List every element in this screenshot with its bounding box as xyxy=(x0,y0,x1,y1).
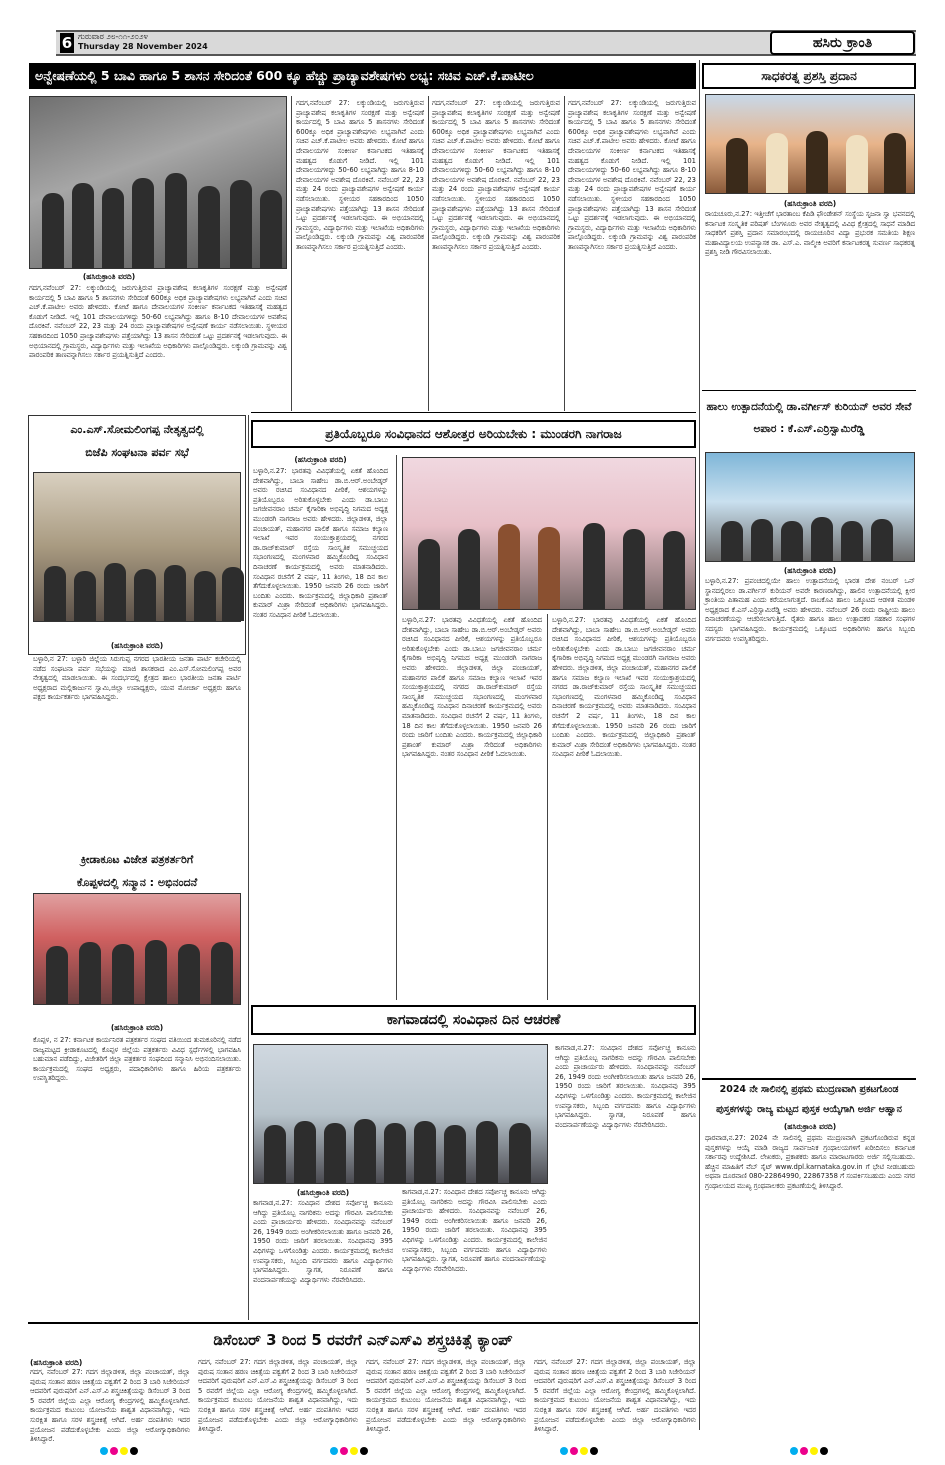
kagwad-body-col3: ಕಾಗವಾಡ,ನ.27: ಸಂವಿಧಾನ ದೇಶದ ಸರ್ವೋಚ್ಚ ಕಾನೂನು ಆಗಿದ್ದು ಪ್ರತಿಯೊಬ್ಬ ನಾಗರಿಕನು ಅದನ್ನು ಗೌರವಿಸಿ ಪಾಲಿಸಬೇಕು ಎಂದು ಪ್ರಾಚಾರ್ಯರು ಹೇಳಿದರು. ಸಂವಿಧಾನವನ್ನು ನವೆಂಬರ್ 26, 1949 ರಂದು ಅಂಗೀಕರಿಸಲಾಯಿತು ಹಾಗೂ ಜನವರಿ 26, 1950 ರಂದು ಜಾರಿಗೆ ತರಲಾಯಿತು. ಸಂವಿಧಾನವು 395 ವಿಧಿಗಳನ್ನು ಒಳಗೊಂಡಿತ್ತು ಎಂದರು. ಕಾರ್ಯಕ್ರಮದಲ್ಲಿ ಕಾಲೇಜಿನ ಉಪನ್ಯಾಸಕರು, ಸಿಬ್ಬಂದಿ ವರ್ಗದವರು ಹಾಗೂ ವಿದ್ಯಾರ್ಥಿಗಳು ಭಾಗವಹಿಸಿದ್ದರು. ಸ್ವಾಗತ, ನಿರೂಪಣೆ ಹಾಗೂ ವಂದನಾರ್ಪಣೆಯನ್ನು ವಿದ್ಯಾರ್ಥಿಗಳು ನೆರವೇರಿಸಿದರು. xyxy=(555,1044,696,1129)
reg-black xyxy=(130,1447,138,1455)
hospital-title: ಹಾಲು ಉತ್ಪಾದನೆಯಲ್ಲಿ ಡಾ.ವರ್ಗೀಸ್ ಕುರಿಯನ್ ಅವರ ಸೇವೆ ಅಪಾರ : ಕೆ.ಎಸ್.ಎರ್ರಿಸ್ವಾಮಿರೆಡ್ಡಿ xyxy=(706,401,912,435)
reg-magenta xyxy=(800,1447,808,1455)
sports-bureau: (ಹಸಿರುಕ್ರಾಂತಿ ವರದಿ) xyxy=(110,1023,164,1032)
column-rule xyxy=(699,60,700,1430)
sports-title xyxy=(30,848,244,896)
reg-black xyxy=(360,1447,368,1455)
column-rule xyxy=(564,96,565,411)
camp-body-col1: ಗದಗ, ನವೆಂಬರ್ 27: ಗದಗ ಜಿಲ್ಲಾಡಳಿತ, ಜಿಲ್ಲಾ ಪಂಚಾಯತ್, ಜಿಲ್ಲಾ ಪುರುಷ ಸಂತಾನ ಹರಣ ಚಿಕಿತ್ಸೆಯ ಪಕ್ವತೆಗೆ 2 ರಿಂದ 3 ಬಾರಿ ಸಿಜೇರಿಯನ್ ಆದವರಿಗೆ ಪುರುಷರಿಗೆ ಎನ್.ಎಸ್.ವಿ ಶಸ್ತ್ರಚಿಕಿತ್ಸೆಯನ್ನು ಡಿಸೆಂಬರ್ 3 ರಿಂದ 5 ರವರೆಗೆ ಜಿಲ್ಲೆಯ ಎಲ್ಲಾ ಆರೋಗ್ಯ ಕೇಂದ್ರಗಳಲ್ಲಿ ಹಮ್ಮಿಕೊಳ್ಳಲಾಗಿದೆ. ಕಾರ್ಯಕ್ರಮದ ಕುಟುಂಬ ಯೋಜನೆಯ ಶಾಶ್ವತ ವಿಧಾನವಾಗಿದ್ದು, ಇದು ಸುರಕ್ಷಿತ ಹಾಗೂ ಸರಳ ಶಸ್ತ್ರಚಿಕಿತ್ಸೆ ಆಗಿದೆ. ಅರ್ಹ ದಂಪತಿಗಳು ಇದರ ಪ್ರಯೋಜನ ಪಡೆದುಕೊಳ್ಳಬೇಕು ಎಂದು ಜಿಲ್ಲಾ ಆರೋಗ್ಯಾಧಿಕಾರಿಗಳು ತಿಳಿಸಿದ್ದಾರೆ. xyxy=(30,1368,190,1444)
reg-yellow xyxy=(810,1447,818,1455)
lead-body-col3: ಗದಗ,ನವೆಂಬರ್ 27: ಲಕ್ಕುಂಡಿಯಲ್ಲಿ ಜರುಗುತ್ತಿರುವ ಪ್ರಾಚ್ಯಾವಶೇಷ ಕಲಾಕೃತಿಗಳ ಸಂರಕ್ಷಣೆ ಮತ್ತು ಅನ್ವೇಷಣೆ ಕಾರ್ಯದಲ್ಲಿ 5 ಬಾವಿ ಹಾಗೂ 5 ಶಾಸನಗಳು ಸೇರಿದಂತೆ 600ಕ್ಕೂ ಅಧಿಕ ಪ್ರಾಚ್ಯಾವಶೇಷಗಳು ಲಭ್ಯವಾಗಿವೆ ಎಂದು ಸಚಿವ ಎಚ್.ಕೆ.ಪಾಟೀಲ ಅವರು ಹೇಳಿದರು. ಕೋಟೆ ಹಾಗೂ ದೇವಾಲಯಗಳ ಸಂಕೀರ್ಣ ಕರ್ನಾಟಕದ ಇತಿಹಾಸಕ್ಕೆ ಮಹತ್ವದ ಕೊಡುಗೆ ನೀಡಿದೆ. ಇಲ್ಲಿ 101 ದೇವಾಲಯಗಳಿದ್ದು 50-60 ಲಭ್ಯವಾಗಿದ್ದು ಹಾಗೂ 8-10 ದೇವಾಲಯಗಳ ಅವಶೇಷ ದೊರಕಿವೆ. ನವೆಂಬರ್ 22, 23 ಮತ್ತು 24 ರಂದು ಪ್ರಾಚ್ಯಾವಶೇಷಗಳ ಅನ್ವೇಷಣೆ ಕಾರ್ಯ ನಡೆಸಲಾಯಿತು. ಸ್ಥಳೀಯರ ಸಹಕಾರದಿಂದ 1050 ಪ್ರಾಚ್ಯಾವಶೇಷಗಳು ಪತ್ತೆಯಾಗಿದ್ದು 13 ಶಾಸನ ಸೇರಿದಂತೆ ಒಟ್ಟು ಪ್ರದರ್ಶನಕ್ಕೆ ಇಡಲಾಗುವುದು. ಈ ಅಭಿಯಾನದಲ್ಲಿ ಗ್ರಾಮಸ್ಥರು, ವಿದ್ಯಾರ್ಥಿಗಳು ಮತ್ತು ಇಲಾಖೆಯ ಅಧಿಕಾರಿಗಳು ಪಾಲ್ಗೊಂಡಿದ್ದರು. ಲಕ್ಕುಂಡಿ ಗ್ರಾಮವನ್ನು ವಿಶ್ವ ಪಾರಂಪರಿಕ ತಾಣವನ್ನಾಗಿಸಲು ಸರ್ಕಾರ ಪ್ರಯತ್ನಿಸುತ್ತಿದೆ ಎಂದರು. xyxy=(432,99,560,251)
constitution-title: ಪ್ರತಿಯೊಬ್ಬರೂ ಸಂವಿಧಾನದ ಆಶೋತ್ತರ ಅರಿಯಬೇಕು : ಮುಂಡರಗಿ ನಾಗರಾಜ xyxy=(251,420,696,448)
lead-body-col2: ಗದಗ,ನವೆಂಬರ್ 27: ಲಕ್ಕುಂಡಿಯಲ್ಲಿ ಜರುಗುತ್ತಿರುವ ಪ್ರಾಚ್ಯಾವಶೇಷ ಕಲಾಕೃತಿಗಳ ಸಂರಕ್ಷಣೆ ಮತ್ತು ಅನ್ವೇಷಣೆ ಕಾರ್ಯದಲ್ಲಿ 5 ಬಾವಿ ಹಾಗೂ 5 ಶಾಸನಗಳು ಸೇರಿದಂತೆ 600ಕ್ಕೂ ಅಧಿಕ ಪ್ರಾಚ್ಯಾವಶೇಷಗಳು ಲಭ್ಯವಾಗಿವೆ ಎಂದು ಸಚಿವ ಎಚ್.ಕೆ.ಪಾಟೀಲ ಅವರು ಹೇಳಿದರು. ಕೋಟೆ ಹಾಗೂ ದೇವಾಲಯಗಳ ಸಂಕೀರ್ಣ ಕರ್ನಾಟಕದ ಇತಿಹಾಸಕ್ಕೆ ಮಹತ್ವದ ಕೊಡುಗೆ ನೀಡಿದೆ. ಇಲ್ಲಿ 101 ದೇವಾಲಯಗಳಿದ್ದು 50-60 ಲಭ್ಯವಾಗಿದ್ದು ಹಾಗೂ 8-10 ದೇವಾಲಯಗಳ ಅವಶೇಷ ದೊರಕಿವೆ. ನವೆಂಬರ್ 22, 23 ಮತ್ತು 24 ರಂದು ಪ್ರಾಚ್ಯಾವಶೇಷಗಳ ಅನ್ವೇಷಣೆ ಕಾರ್ಯ ನಡೆಸಲಾಯಿತು. ಸ್ಥಳೀಯರ ಸಹಕಾರದಿಂದ 1050 ಪ್ರಾಚ್ಯಾವಶೇಷಗಳು ಪತ್ತೆಯಾಗಿದ್ದು 13 ಶಾಸನ ಸೇರಿದಂತೆ ಒಟ್ಟು ಪ್ರದರ್ಶನಕ್ಕೆ ಇಡಲಾಗುವುದು. ಈ ಅಭಿಯಾನದಲ್ಲಿ ಗ್ರಾಮಸ್ಥರು, ವಿದ್ಯಾರ್ಥಿಗಳು ಮತ್ತು ಇಲಾಖೆಯ ಅಧಿಕಾರಿಗಳು ಪಾಲ್ಗೊಂಡಿದ್ದರು. ಲಕ್ಕುಂಡಿ ಗ್ರಾಮವನ್ನು ವಿಶ್ವ ಪಾರಂಪರಿಕ ತಾಣವನ್ನಾಗಿಸಲು ಸರ್ಕಾರ ಪ್ರಯತ್ನಿಸುತ್ತಿದೆ ಎಂದರು. xyxy=(296,99,424,251)
lead-body-col1: ಗದಗ,ನವೆಂಬರ್ 27: ಲಕ್ಕುಂಡಿಯಲ್ಲಿ ಜರುಗುತ್ತಿರುವ ಪ್ರಾಚ್ಯಾವಶೇಷ ಕಲಾಕೃತಿಗಳ ಸಂರಕ್ಷಣೆ ಮತ್ತು ಅನ್ವೇಷಣೆ ಕಾರ್ಯದಲ್ಲಿ 5 ಬಾವಿ ಹಾಗೂ 5 ಶಾಸನಗಳು ಸೇರಿದಂತೆ 600ಕ್ಕೂ ಅಧಿಕ ಪ್ರಾಚ್ಯಾವಶೇಷಗಳು ಲಭ್ಯವಾಗಿವೆ ಎಂದು ಸಚಿವ ಎಚ್.ಕೆ.ಪಾಟೀಲ ಅವರು ಹೇಳಿದರು. ಕೋಟೆ ಹಾಗೂ ದೇವಾಲಯಗಳ ಸಂಕೀರ್ಣ ಕರ್ನಾಟಕದ ಇತಿಹಾಸಕ್ಕೆ ಮಹತ್ವದ ಕೊಡುಗೆ ನೀಡಿದೆ. ಇಲ್ಲಿ 101 ದೇವಾಲಯಗಳಿದ್ದು 50-60 ಲಭ್ಯವಾಗಿದ್ದು ಹಾಗೂ 8-10 ದೇವಾಲಯಗಳ ಅವಶೇಷ ದೊರಕಿವೆ. ನವೆಂಬರ್ 22, 23 ಮತ್ತು 24 ರಂದು ಪ್ರಾಚ್ಯಾವಶೇಷಗಳ ಅನ್ವೇಷಣೆ ಕಾರ್ಯ ನಡೆಸಲಾಯಿತು. ಸ್ಥಳೀಯರ ಸಹಕಾರದಿಂದ 1050 ಪ್ರಾಚ್ಯಾವಶೇಷಗಳು ಪತ್ತೆಯಾಗಿದ್ದು 13 ಶಾಸನ ಸೇರಿದಂತೆ ಒಟ್ಟು ಪ್ರದರ್ಶನಕ್ಕೆ ಇಡಲಾಗುವುದು. ಈ ಅಭಿಯಾನದಲ್ಲಿ ಗ್ರಾಮಸ್ಥರು, ವಿದ್ಯಾರ್ಥಿಗಳು ಮತ್ತು ಇಲಾಖೆಯ ಅಧಿಕಾರಿಗಳು ಪಾಲ್ಗೊಂಡಿದ್ದರು. ಲಕ್ಕುಂಡಿ ಗ್ರಾಮವನ್ನು ವಿಶ್ವ ಪಾರಂಪರಿಕ ತಾಣವನ್ನಾಗಿಸಲು ಸರ್ಕಾರ ಪ್ರಯತ್ನಿಸುತ್ತಿದೆ ಎಂದರು. xyxy=(29,284,287,360)
reg-cyan xyxy=(560,1447,568,1455)
constitution-body-col1: ಬಳ್ಳಾರಿ,ನ.27: ಭಾರತವು ವಿವಿಧತೆಯಲ್ಲಿ ಏಕತೆ ಹೊಂದಿದ ದೇಶವಾಗಿದ್ದು, ಬಾಬಾ ಸಾಹೇಬ ಡಾ.ಬಿ.ಆರ್.ಅಂಬೇಡ್ಕರ್ ಅವರು ರಚಿಸಿದ ಸಂವಿಧಾನದ ಪೀಠಿಕೆ, ಆಶಯಗಳನ್ನು ಪ್ರತಿಯೊಬ್ಬರೂ ಅರಿತುಕೊಳ್ಳಬೇಕು ಎಂದು ಡಾ.ಬಾಬು ಜಗಜೀವನರಾಂ ಚರ್ಮ ಕೈಗಾರಿಕಾ ಅಭಿವೃದ್ಧಿ ನಿಗಮದ ಅಧ್ಯಕ್ಷ ಮುಂಡರಗಿ ನಾಗರಾಜ ಅವರು ಹೇಳಿದರು. ಜಿಲ್ಲಾಡಳಿತ, ಜಿಲ್ಲಾ ಪಂಚಾಯತ್, ಮಹಾನಗರ ಪಾಲಿಕೆ ಹಾಗೂ ಸಮಾಜ ಕಲ್ಯಾಣ ಇಲಾಖೆ ಇವರ ಸಂಯುಕ್ತಾಶ್ರಯದಲ್ಲಿ ನಗರದ ಡಾ.ರಾಜ್‌ಕುಮಾರ್ ರಸ್ತೆಯ ಸಾಂಸ್ಕೃತಿಕ ಸಮುಚ್ಚಯದ ಸಭಾಂಗಣದಲ್ಲಿ ಮಂಗಳವಾರ ಹಮ್ಮಿಕೊಂಡಿದ್ದ ಸಂವಿಧಾನ ದಿನಾಚರಣೆ ಕಾರ್ಯಕ್ರಮದಲ್ಲಿ ಅವರು ಮಾತನಾಡಿದರು. ಸಂವಿಧಾನ ರಚನೆಗೆ 2 ವರ್ಷ, 11 ತಿಂಗಳು, 18 ದಿನ ಕಾಲ ತೆಗೆದುಕೊಳ್ಳಲಾಯಿತು. 1950 ಜನವರಿ 26 ರಂದು ಜಾರಿಗೆ ಬಂದಿತು ಎಂದರು. ಕಾರ್ಯಕ್ರಮದಲ್ಲಿ ಜಿಲ್ಲಾಧಿಕಾರಿ ಪ್ರಶಾಂತ್ ಕುಮಾರ್ ಮಿಶ್ರಾ ಸೇರಿದಂತೆ ಅಧಿಕಾರಿಗಳು ಭಾಗವಹಿಸಿದ್ದರು. ನಂತರ ಸಂವಿಧಾನ ಪೀಠಿಕೆ ಓದಲಾಯಿತು. xyxy=(253,467,388,619)
sports-photo xyxy=(33,893,241,1005)
kagwad-body-col2: ಕಾಗವಾಡ,ನ.27: ಸಂವಿಧಾನ ದೇಶದ ಸರ್ವೋಚ್ಚ ಕಾನೂನು ಆಗಿದ್ದು ಪ್ರತಿಯೊಬ್ಬ ನಾಗರಿಕನು ಅದನ್ನು ಗೌರವಿಸಿ ಪಾಲಿಸಬೇಕು ಎಂದು ಪ್ರಾಚಾರ್ಯರು ಹೇಳಿದರು. ಸಂವಿಧಾನವನ್ನು ನವೆಂಬರ್ 26, 1949 ರಂದು ಅಂಗೀಕರಿಸಲಾಯಿತು ಹಾಗೂ ಜನವರಿ 26, 1950 ರಂದು ಜಾರಿಗೆ ತರಲಾಯಿತು. ಸಂವಿಧಾನವು 395 ವಿಧಿಗಳನ್ನು ಒಳಗೊಂಡಿತ್ತು ಎಂದರು. ಕಾರ್ಯಕ್ರಮದಲ್ಲಿ ಕಾಲೇಜಿನ ಉಪನ್ಯಾಸಕರು, ಸಿಬ್ಬಂದಿ ವರ್ಗದವರು ಹಾಗೂ ವಿದ್ಯಾರ್ಥಿಗಳು ಭಾಗವಹಿಸಿದ್ದರು. ಸ್ವಾಗತ, ನಿರೂಪಣೆ ಹಾಗೂ ವಂದನಾರ್ಪಣೆಯನ್ನು ವಿದ್ಯಾರ್ಥಿಗಳು ನೆರವೇರಿಸಿದರು. xyxy=(402,1188,547,1273)
constitution-bureau: (ಹಸಿರುಕ್ರಾಂತಿ ವರದಿ) xyxy=(294,455,347,464)
column-rule xyxy=(547,614,548,1000)
bjp-body: ಬಳ್ಳಾರಿ,ನ 27: ಬಳ್ಳಾರಿ ಜಿಲ್ಲೆಯ ಸಿರುಗುಪ್ಪ ನಗರದ ಭಾರತೀಯ ಜನತಾ ಪಾರ್ಟಿ ಕಚೇರಿಯಲ್ಲಿ ನಡೆದ ಸಂಘಟನಾ ಪರ್ವ ಸಭೆಯನ್ನು ಮಾಜಿ ಶಾಸಕರಾದ ಎಂ.ಎಸ್.ಸೋಮಲಿಂಗಪ್ಪ ಅವರ ನೇತೃತ್ವದಲ್ಲಿ ಮಾಡಲಾಯಿತು. ಈ ಸಂದರ್ಭದಲ್ಲಿ ಕ್ಷೇತ್ರದ ಹಾಲು ಭಾರತೀಯ ಜನತಾ ಪಾರ್ಟಿ ಅಧ್ಯಕ್ಷರಾದ ಮಲ್ಲಿಕಾರ್ಜುನ ಸ್ವಾಮಿ,ಜಿಲ್ಲಾ ಉಪಾಧ್ಯಕ್ಷರು, ಯುವ ಮೋರ್ಚಾ ಅಧ್ಯಕ್ಷರು ಹಾಗೂ ಪಕ್ಷದ ಕಾರ್ಯಕರ್ತರು ಭಾಗವಹಿಸಿದ್ದರು. xyxy=(33,655,241,702)
camp-body-col2: ಗದಗ, ನವೆಂಬರ್ 27: ಗದಗ ಜಿಲ್ಲಾಡಳಿತ, ಜಿಲ್ಲಾ ಪಂಚಾಯತ್, ಜಿಲ್ಲಾ ಪುರುಷ ಸಂತಾನ ಹರಣ ಚಿಕಿತ್ಸೆಯ ಪಕ್ವತೆಗೆ 2 ರಿಂದ 3 ಬಾರಿ ಸಿಜೇರಿಯನ್ ಆದವರಿಗೆ ಪುರುಷರಿಗೆ ಎನ್.ಎಸ್.ವಿ ಶಸ್ತ್ರಚಿಕಿತ್ಸೆಯನ್ನು ಡಿಸೆಂಬರ್ 3 ರಿಂದ 5 ರವರೆಗೆ ಜಿಲ್ಲೆಯ ಎಲ್ಲಾ ಆರೋಗ್ಯ ಕೇಂದ್ರಗಳಲ್ಲಿ ಹಮ್ಮಿಕೊಳ್ಳಲಾಗಿದೆ. ಕಾರ್ಯಕ್ರಮದ ಕುಟುಂಬ ಯೋಜನೆಯ ಶಾಶ್ವತ ವಿಧಾನವಾಗಿದ್ದು, ಇದು ಸುರಕ್ಷಿತ ಹಾಗೂ ಸರಳ ಶಸ್ತ್ರಚಿಕಿತ್ಸೆ ಆಗಿದೆ. ಅರ್ಹ ದಂಪತಿಗಳು ಇದರ ಪ್ರಯೋಜನ ಪಡೆದುಕೊಳ್ಳಬೇಕು ಎಂದು ಜಿಲ್ಲಾ ಆರೋಗ್ಯಾಧಿಕಾರಿಗಳು ತಿಳಿಸಿದ್ದಾರೆ. xyxy=(198,1358,358,1434)
reg-magenta xyxy=(110,1447,118,1455)
book-bureau: (ಹಸಿರುಕ್ರಾಂತಿ ವರದಿ) xyxy=(783,1122,837,1131)
award-photo xyxy=(705,94,915,194)
camp-title: ಡಿಸೆಂಬರ್ 3 ರಿಂದ 5 ರವರೆಗೆ ಎನ್‌ಎಸ್‌ವಿ ಶಸ್ತ್ರಚಿಕಿತ್ಸೆ ಕ್ಯಾಂಪ್ xyxy=(213,1331,513,1349)
reg-cyan xyxy=(100,1447,108,1455)
date-kannada: ಗುರುವಾರ ೨೮-೧೧-೨೦೨೪ xyxy=(78,32,148,41)
kagwad-bureau: (ಹಸಿರುಕ್ರಾಂತಿ ವರದಿ) xyxy=(296,1188,350,1197)
constitution-photo xyxy=(402,457,696,610)
award-bureau: (ಹಸಿರುಕ್ರಾಂತಿ ವರದಿ) xyxy=(783,199,837,208)
registration-marks xyxy=(560,1440,600,1459)
section-rule xyxy=(251,412,696,413)
constitution-body-col3: ಬಳ್ಳಾರಿ,ನ.27: ಭಾರತವು ವಿವಿಧತೆಯಲ್ಲಿ ಏಕತೆ ಹೊಂದಿದ ದೇಶವಾಗಿದ್ದು, ಬಾಬಾ ಸಾಹೇಬ ಡಾ.ಬಿ.ಆರ್.ಅಂಬೇಡ್ಕರ್ ಅವರು ರಚಿಸಿದ ಸಂವಿಧಾನದ ಪೀಠಿಕೆ, ಆಶಯಗಳನ್ನು ಪ್ರತಿಯೊಬ್ಬರೂ ಅರಿತುಕೊಳ್ಳಬೇಕು ಎಂದು ಡಾ.ಬಾಬು ಜಗಜೀವನರಾಂ ಚರ್ಮ ಕೈಗಾರಿಕಾ ಅಭಿವೃದ್ಧಿ ನಿಗಮದ ಅಧ್ಯಕ್ಷ ಮುಂಡರಗಿ ನಾಗರಾಜ ಅವರು ಹೇಳಿದರು. ಜಿಲ್ಲಾಡಳಿತ, ಜಿಲ್ಲಾ ಪಂಚಾಯತ್, ಮಹಾನಗರ ಪಾಲಿಕೆ ಹಾಗೂ ಸಮಾಜ ಕಲ್ಯಾಣ ಇಲಾಖೆ ಇವರ ಸಂಯುಕ್ತಾಶ್ರಯದಲ್ಲಿ ನಗರದ ಡಾ.ರಾಜ್‌ಕುಮಾರ್ ರಸ್ತೆಯ ಸಾಂಸ್ಕೃತಿಕ ಸಮುಚ್ಚಯದ ಸಭಾಂಗಣದಲ್ಲಿ ಮಂಗಳವಾರ ಹಮ್ಮಿಕೊಂಡಿದ್ದ ಸಂವಿಧಾನ ದಿನಾಚರಣೆ ಕಾರ್ಯಕ್ರಮದಲ್ಲಿ ಅವರು ಮಾತನಾಡಿದರು. ಸಂವಿಧಾನ ರಚನೆಗೆ 2 ವರ್ಷ, 11 ತಿಂಗಳು, 18 ದಿನ ಕಾಲ ತೆಗೆದುಕೊಳ್ಳಲಾಯಿತು. 1950 ಜನವರಿ 26 ರಂದು ಜಾರಿಗೆ ಬಂದಿತು ಎಂದರು. ಕಾರ್ಯಕ್ರಮದಲ್ಲಿ ಜಿಲ್ಲಾಧಿಕಾರಿ ಪ್ರಶಾಂತ್ ಕುಮಾರ್ ಮಿಶ್ರಾ ಸೇರಿದಂತೆ ಅಧಿಕಾರಿಗಳು ಭಾಗವಹಿಸಿದ್ದರು. ನಂತರ ಸಂವಿಧಾನ ಪೀಠಿಕೆ ಓದಲಾಯಿತು. xyxy=(552,616,696,759)
column-rule xyxy=(428,96,429,411)
bjp-title xyxy=(30,418,244,466)
book-title xyxy=(702,1078,916,1118)
masthead: ಹಸಿರು ಕ್ರಾಂತಿ xyxy=(770,31,915,55)
registration-marks xyxy=(790,1440,830,1459)
award-body: ರಾಯಚೂರು,ನ.27: ಇತ್ತೀಚೆಗೆ ಭಾರತಾಂಬ ಕೆಪಿಡಿ ಫೌಂಡೇಶನ್ ಸಂಸ್ಥೆಯ ಸೃಜನಾ ಸ್ವಾ ಭವನದಲ್ಲಿ ಕರ್ನಾಟಕ ಸಂಸ್ಕೃತಿಕ ಪರಿಷತ್ ಬೆಂಗಳೂರು ಅವರ ನೇತೃತ್ವದಲ್ಲಿ ವಿವಿಧ ಕ್ಷೇತ್ರದಲ್ಲಿ ಸಾಧನೆ ಮಾಡಿದ ಸಾಧಕರಿಗೆ ಪ್ರಶಸ್ತಿ ಪ್ರದಾನ ಸಮಾರಂಭದಲ್ಲಿ ರಾಯಚೂರಿನ ವಿದ್ಯಾ ಪ್ರಭುರಕ ಸಮತಿಯ ಶಿಕ್ಷಣ ಮಹಾವಿದ್ಯಾಲಯ ಉಪನ್ಯಾಸಕ ಡಾ. ಎಸ್.ಎ. ವಾಲ್ಮೀಕಿ ಅವರಿಗೆ ಕರ್ನಾಟಕರತ್ನ ಸುವರ್ಣ ಸಾಧಕರತ್ನ ಪ್ರಶಸ್ತಿ ನೀಡಿ ಗೌರವಿಸಲಾಯಿತು. xyxy=(705,210,915,257)
book-title-line1: 2024 ನೇ ಸಾಲಿನಲ್ಲಿ ಪ್ರಥಮ ಮುದ್ರಣವಾಗಿ ಪ್ರಕಟಗೊಂಡ xyxy=(719,1084,899,1095)
lead-headline: ಅನ್ವೇಷಣೆಯಲ್ಲಿ 5 ಬಾವಿ ಹಾಗೂ 5 ಶಾಸನ ಸೇರಿದಂತೆ 600 ಕ್ಕೂ ಹೆಚ್ಚು ಪ್ರಾಚ್ಯಾವಶೇಷಗಳು ಲಭ್ಯ: ಸಚಿವ ಎಚ್.ಕೆ.ಪಾಟೀಲ xyxy=(29,63,696,89)
award-title: ಸಾಧಕರತ್ನ ಪ್ರಶಸ್ತಿ ಪ್ರದಾನ xyxy=(702,63,916,89)
kagwad-photo xyxy=(253,1044,548,1184)
reg-cyan xyxy=(790,1447,798,1455)
sports-title-line1: ಕ್ರೀಡಾಕೂಟ ವಿಜೇತ ಪತ್ರಕರ್ತರಿಗೆ xyxy=(80,853,194,866)
bjp-title-line2: ಬಿಜೆಪಿ ಸಂಘಟನಾ ಪರ್ವ ಸಭೆ xyxy=(85,446,189,459)
column-rule xyxy=(291,96,292,411)
reg-magenta xyxy=(340,1447,348,1455)
reg-black xyxy=(820,1447,828,1455)
camp-divider xyxy=(28,1322,698,1324)
constitution-body-col2: ಬಳ್ಳಾರಿ,ನ.27: ಭಾರತವು ವಿವಿಧತೆಯಲ್ಲಿ ಏಕತೆ ಹೊಂದಿದ ದೇಶವಾಗಿದ್ದು, ಬಾಬಾ ಸಾಹೇಬ ಡಾ.ಬಿ.ಆರ್.ಅಂಬೇಡ್ಕರ್ ಅವರು ರಚಿಸಿದ ಸಂವಿಧಾನದ ಪೀಠಿಕೆ, ಆಶಯಗಳನ್ನು ಪ್ರತಿಯೊಬ್ಬರೂ ಅರಿತುಕೊಳ್ಳಬೇಕು ಎಂದು ಡಾ.ಬಾಬು ಜಗಜೀವನರಾಂ ಚರ್ಮ ಕೈಗಾರಿಕಾ ಅಭಿವೃದ್ಧಿ ನಿಗಮದ ಅಧ್ಯಕ್ಷ ಮುಂಡರಗಿ ನಾಗರಾಜ ಅವರು ಹೇಳಿದರು. ಜಿಲ್ಲಾಡಳಿತ, ಜಿಲ್ಲಾ ಪಂಚಾಯತ್, ಮಹಾನಗರ ಪಾಲಿಕೆ ಹಾಗೂ ಸಮಾಜ ಕಲ್ಯಾಣ ಇಲಾಖೆ ಇವರ ಸಂಯುಕ್ತಾಶ್ರಯದಲ್ಲಿ ನಗರದ ಡಾ.ರಾಜ್‌ಕುಮಾರ್ ರಸ್ತೆಯ ಸಾಂಸ್ಕೃತಿಕ ಸಮುಚ್ಚಯದ ಸಭಾಂಗಣದಲ್ಲಿ ಮಂಗಳವಾರ ಹಮ್ಮಿಕೊಂಡಿದ್ದ ಸಂವಿಧಾನ ದಿನಾಚರಣೆ ಕಾರ್ಯಕ್ರಮದಲ್ಲಿ ಅವರು ಮಾತನಾಡಿದರು. ಸಂವಿಧಾನ ರಚನೆಗೆ 2 ವರ್ಷ, 11 ತಿಂಗಳು, 18 ದಿನ ಕಾಲ ತೆಗೆದುಕೊಳ್ಳಲಾಯಿತು. 1950 ಜನವರಿ 26 ರಂದು ಜಾರಿಗೆ ಬಂದಿತು ಎಂದರು. ಕಾರ್ಯಕ್ರಮದಲ್ಲಿ ಜಿಲ್ಲಾಧಿಕಾರಿ ಪ್ರಶಾಂತ್ ಕುಮಾರ್ ಮಿಶ್ರಾ ಸೇರಿದಂತೆ ಅಧಿಕಾರಿಗಳು ಭಾಗವಹಿಸಿದ್ದರು. ನಂತರ ಸಂವಿಧಾನ ಪೀಠಿಕೆ ಓದಲಾಯಿತು. xyxy=(402,616,542,759)
reg-yellow xyxy=(350,1447,358,1455)
hospital-photo xyxy=(705,452,915,562)
reg-yellow xyxy=(580,1447,588,1455)
column-rule xyxy=(396,455,397,1000)
bjp-photo xyxy=(33,472,241,622)
section-rule xyxy=(702,390,916,391)
lead-photo xyxy=(29,96,287,269)
camp-body-col3: ಗದಗ, ನವೆಂಬರ್ 27: ಗದಗ ಜಿಲ್ಲಾಡಳಿತ, ಜಿಲ್ಲಾ ಪಂಚಾಯತ್, ಜಿಲ್ಲಾ ಪುರುಷ ಸಂತಾನ ಹರಣ ಚಿಕಿತ್ಸೆಯ ಪಕ್ವತೆಗೆ 2 ರಿಂದ 3 ಬಾರಿ ಸಿಜೇರಿಯನ್ ಆದವರಿಗೆ ಪುರುಷರಿಗೆ ಎನ್.ಎಸ್.ವಿ ಶಸ್ತ್ರಚಿಕಿತ್ಸೆಯನ್ನು ಡಿಸೆಂಬರ್ 3 ರಿಂದ 5 ರವರೆಗೆ ಜಿಲ್ಲೆಯ ಎಲ್ಲಾ ಆರೋಗ್ಯ ಕೇಂದ್ರಗಳಲ್ಲಿ ಹಮ್ಮಿಕೊಳ್ಳಲಾಗಿದೆ. ಕಾರ್ಯಕ್ರಮದ ಕುಟುಂಬ ಯೋಜನೆಯ ಶಾಶ್ವತ ವಿಧಾನವಾಗಿದ್ದು, ಇದು ಸುರಕ್ಷಿತ ಹಾಗೂ ಸರಳ ಶಸ್ತ್ರಚಿಕಿತ್ಸೆ ಆಗಿದೆ. ಅರ್ಹ ದಂಪತಿಗಳು ಇದರ ಪ್ರಯೋಜನ ಪಡೆದುಕೊಳ್ಳಬೇಕು ಎಂದು ಜಿಲ್ಲಾ ಆರೋಗ್ಯಾಧಿಕಾರಿಗಳು ತಿಳಿಸಿದ್ದಾರೆ. xyxy=(366,1358,526,1434)
reg-yellow xyxy=(120,1447,128,1455)
kagwad-body-col1: ಕಾಗವಾಡ,ನ.27: ಸಂವಿಧಾನ ದೇಶದ ಸರ್ವೋಚ್ಚ ಕಾನೂನು ಆಗಿದ್ದು ಪ್ರತಿಯೊಬ್ಬ ನಾಗರಿಕನು ಅದನ್ನು ಗೌರವಿಸಿ ಪಾಲಿಸಬೇಕು ಎಂದು ಪ್ರಾಚಾರ್ಯರು ಹೇಳಿದರು. ಸಂವಿಧಾನವನ್ನು ನವೆಂಬರ್ 26, 1949 ರಂದು ಅಂಗೀಕರಿಸಲಾಯಿತು ಹಾಗೂ ಜನವರಿ 26, 1950 ರಂದು ಜಾರಿಗೆ ತರಲಾಯಿತು. ಸಂವಿಧಾನವು 395 ವಿಧಿಗಳನ್ನು ಒಳಗೊಂಡಿತ್ತು ಎಂದರು. ಕಾರ್ಯಕ್ರಮದಲ್ಲಿ ಕಾಲೇಜಿನ ಉಪನ್ಯಾಸಕರು, ಸಿಬ್ಬಂದಿ ವರ್ಗದವರು ಹಾಗೂ ವಿದ್ಯಾರ್ಥಿಗಳು ಭಾಗವಹಿಸಿದ್ದರು. ಸ್ವಾಗತ, ನಿರೂಪಣೆ ಹಾಗೂ ವಂದನಾರ್ಪಣೆಯನ್ನು ವಿದ್ಯಾರ್ಥಿಗಳು ನೆರವೇರಿಸಿದರು. xyxy=(253,1199,393,1284)
page-number: 6 xyxy=(61,34,73,52)
kagwad-title: ಕಾಗವಾಡದಲ್ಲಿ ಸಂವಿಧಾನ ದಿನ ಆಚರಣೆ xyxy=(251,1005,696,1035)
book-body: ಧಾರವಾಡ,ನ.27: 2024 ನೇ ಸಾಲಿನಲ್ಲಿ ಪ್ರಥಮ ಮುದ್ರಣವಾಗಿ ಪ್ರಕಟಗೊಂಡಿರುವ ಕನ್ನಡ ಪುಸ್ತಕಗಳನ್ನು ಆಯ್ಕೆ ಮಾಡಿ ರಾಜ್ಯದ ಸಾರ್ವಜನಿಕ ಗ್ರಂಥಾಲಯಗಳಿಗೆ ಖರೀದಿಸಲು ಕರ್ನಾಟಕ ಸರ್ಕಾರವು ಉದ್ದೇಶಿಸಿದೆ. ಲೇಖಕರು, ಪ್ರಕಾಶಕರು ಹಾಗೂ ಮಾರಾಟಗಾರರು ಅರ್ಜಿ ಸಲ್ಲಿಸಬಹುದು. ಹೆಚ್ಚಿನ ಮಾಹಿತಿಗೆ ವೆಬ್ ಸೈಟ್ www.dpl.karnataka.gov.in ಗೆ ಭೇಟಿ ನೀಡಬಹುದು ಅಥವಾ ದೂರವಾಣಿ 080-22864990, 22867358 ಗೆ ಸಂಪರ್ಕಿಸಬಹುದು ಎಂದು ನಗರ ಗ್ರಂಥಾಲಯದ ಮುಖ್ಯ ಗ್ರಂಥಪಾಲಕರು ಪ್ರಕಟಣೆಯಲ್ಲಿ ತಿಳಿಸಿದ್ದಾರೆ. xyxy=(705,1134,915,1190)
reg-black xyxy=(590,1447,598,1455)
registration-marks xyxy=(330,1440,370,1459)
date-english: Thursday 28 November 2024 xyxy=(78,42,208,51)
sports-body: ಕೊಪ್ಪಳ, ನ 27: ಕರ್ನಾಟಕ ಕಾರ್ಯನಿರತ ಪತ್ರಕರ್ತರ ಸಂಘದ ವತಿಯಿಂದ ತುಮಕೂರಿನಲ್ಲಿ ನಡೆದ ರಾಜ್ಯಮಟ್ಟದ ಕ್ರೀಡಾಕೂಟದಲ್ಲಿ ಕೊಪ್ಪಳ ಜಿಲ್ಲೆಯ ಪತ್ರಕರ್ತರು ವಿವಿಧ ಸ್ಪರ್ಧೆಗಳಲ್ಲಿ ಭಾಗವಹಿಸಿ ಬಹುಮಾನ ಪಡೆದಿದ್ದು, ವಿಜೇತರಿಗೆ ಜಿಲ್ಲಾ ಪತ್ರಕರ್ತರ ಸಂಘದಿಂದ ಸನ್ಮಾನಿಸಿ ಅಭಿನಂದಿಸಲಾಯಿತು. ಕಾರ್ಯಕ್ರಮದಲ್ಲಿ ಸಂಘದ ಅಧ್ಯಕ್ಷರು, ಪದಾಧಿಕಾರಿಗಳು ಹಾಗೂ ಹಿರಿಯ ಪತ್ರಕರ್ತರು ಉಪಸ್ಥಿತರಿದ್ದರು. xyxy=(33,1036,241,1083)
registration-marks xyxy=(100,1440,140,1459)
column-rule xyxy=(248,415,249,1320)
lead-body-col4: ಗದಗ,ನವೆಂಬರ್ 27: ಲಕ್ಕುಂಡಿಯಲ್ಲಿ ಜರುಗುತ್ತಿರುವ ಪ್ರಾಚ್ಯಾವಶೇಷ ಕಲಾಕೃತಿಗಳ ಸಂರಕ್ಷಣೆ ಮತ್ತು ಅನ್ವೇಷಣೆ ಕಾರ್ಯದಲ್ಲಿ 5 ಬಾವಿ ಹಾಗೂ 5 ಶಾಸನಗಳು ಸೇರಿದಂತೆ 600ಕ್ಕೂ ಅಧಿಕ ಪ್ರಾಚ್ಯಾವಶೇಷಗಳು ಲಭ್ಯವಾಗಿವೆ ಎಂದು ಸಚಿವ ಎಚ್.ಕೆ.ಪಾಟೀಲ ಅವರು ಹೇಳಿದರು. ಕೋಟೆ ಹಾಗೂ ದೇವಾಲಯಗಳ ಸಂಕೀರ್ಣ ಕರ್ನಾಟಕದ ಇತಿಹಾಸಕ್ಕೆ ಮಹತ್ವದ ಕೊಡುಗೆ ನೀಡಿದೆ. ಇಲ್ಲಿ 101 ದೇವಾಲಯಗಳಿದ್ದು 50-60 ಲಭ್ಯವಾಗಿದ್ದು ಹಾಗೂ 8-10 ದೇವಾಲಯಗಳ ಅವಶೇಷ ದೊರಕಿವೆ. ನವೆಂಬರ್ 22, 23 ಮತ್ತು 24 ರಂದು ಪ್ರಾಚ್ಯಾವಶೇಷಗಳ ಅನ್ವೇಷಣೆ ಕಾರ್ಯ ನಡೆಸಲಾಯಿತು. ಸ್ಥಳೀಯರ ಸಹಕಾರದಿಂದ 1050 ಪ್ರಾಚ್ಯಾವಶೇಷಗಳು ಪತ್ತೆಯಾಗಿದ್ದು 13 ಶಾಸನ ಸೇರಿದಂತೆ ಒಟ್ಟು ಪ್ರದರ್ಶನಕ್ಕೆ ಇಡಲಾಗುವುದು. ಈ ಅಭಿಯಾನದಲ್ಲಿ ಗ್ರಾಮಸ್ಥರು, ವಿದ್ಯಾರ್ಥಿಗಳು ಮತ್ತು ಇಲಾಖೆಯ ಅಧಿಕಾರಿಗಳು ಪಾಲ್ಗೊಂಡಿದ್ದರು. ಲಕ್ಕುಂಡಿ ಗ್ರಾಮವನ್ನು ವಿಶ್ವ ಪಾರಂಪರಿಕ ತಾಣವನ್ನಾಗಿಸಲು ಸರ್ಕಾರ ಪ್ರಯತ್ನಿಸುತ್ತಿದೆ ಎಂದರು. xyxy=(568,99,696,251)
sports-title-line2: ಕೊಪ್ಪಳದಲ್ಲಿ ಸನ್ಮಾನ : ಅಭಿನಂದನೆ xyxy=(76,876,198,889)
reg-cyan xyxy=(330,1447,338,1455)
lead-bureau: (ಹಸಿರುಕ್ರಾಂತಿ ವರದಿ) xyxy=(82,272,136,281)
bjp-bureau: (ಹಸಿರುಕ್ರಾಂತಿ ವರದಿ) xyxy=(110,641,164,650)
book-title-line2: ಪುಸ್ತಕಗಳನ್ನು ರಾಜ್ಯ ಮಟ್ಟದ ಪುಸ್ತಕ ಆಯ್ಕೆಗಾಗಿ ಅರ್ಜಿ ಆಹ್ವಾನ xyxy=(716,1104,902,1115)
camp-body-col4: ಗದಗ, ನವೆಂಬರ್ 27: ಗದಗ ಜಿಲ್ಲಾಡಳಿತ, ಜಿಲ್ಲಾ ಪಂಚಾಯತ್, ಜಿಲ್ಲಾ ಪುರುಷ ಸಂತಾನ ಹರಣ ಚಿಕಿತ್ಸೆಯ ಪಕ್ವತೆಗೆ 2 ರಿಂದ 3 ಬಾರಿ ಸಿಜೇರಿಯನ್ ಆದವರಿಗೆ ಪುರುಷರಿಗೆ ಎನ್.ಎಸ್.ವಿ ಶಸ್ತ್ರಚಿಕಿತ್ಸೆಯನ್ನು ಡಿಸೆಂಬರ್ 3 ರಿಂದ 5 ರವರೆಗೆ ಜಿಲ್ಲೆಯ ಎಲ್ಲಾ ಆರೋಗ್ಯ ಕೇಂದ್ರಗಳಲ್ಲಿ ಹಮ್ಮಿಕೊಳ್ಳಲಾಗಿದೆ. ಕಾರ್ಯಕ್ರಮದ ಕುಟುಂಬ ಯೋಜನೆಯ ಶಾಶ್ವತ ವಿಧಾನವಾಗಿದ್ದು, ಇದು ಸುರಕ್ಷಿತ ಹಾಗೂ ಸರಳ ಶಸ್ತ್ರಚಿಕಿತ್ಸೆ ಆಗಿದೆ. ಅರ್ಹ ದಂಪತಿಗಳು ಇದರ ಪ್ರಯೋಜನ ಪಡೆದುಕೊಳ್ಳಬೇಕು ಎಂದು ಜಿಲ್ಲಾ ಆರೋಗ್ಯಾಧಿಕಾರಿಗಳು ತಿಳಿಸಿದ್ದಾರೆ. xyxy=(534,1358,696,1434)
hospital-bureau: (ಹಸಿರುಕ್ರಾಂತಿ ವರದಿ) xyxy=(783,566,837,575)
camp-bureau: (ಹಸಿರುಕ್ರಾಂತಿ ವರದಿ) xyxy=(30,1358,83,1367)
reg-magenta xyxy=(570,1447,578,1455)
hospital-body: ಬಳ್ಳಾರಿ,ನ.27: ಪ್ರಪಂಚದಲ್ಲಿಯೇ ಹಾಲು ಉತ್ಪಾದನೆಯಲ್ಲಿ ಭಾರತ ದೇಶ ನಂಬರ್ ಒನ್ ಸ್ಥಾನದಲ್ಲಿರಲು ಡಾ.ವರ್ಗೀಸ್ ಕುರಿಯನ್ ಅವರೇ ಕಾರಣರಾಗಿದ್ದು, ಹಾಲಿನ ಉತ್ಪಾದನೆಯಲ್ಲಿ ಕ್ಷೀರ ಕ್ರಾಂತಿಯ ಪಿತಾಮಹ ಎಂದು ಕರೆಯಲಾಗುತ್ತದೆ. ರಾಬಕೊವಿ ಹಾಲು ಒಕ್ಕೂಟದ ಆಡಳಿತ ಮಂಡಳಿ ಅಧ್ಯಕ್ಷರಾದ ಕೆ.ಎಸ್.ಎರ್ರಿಸ್ವಾಮಿರೆಡ್ಡಿ ಅವರು ಹೇಳಿದರು. ನವೆಂಬರ್ 26 ರಂದು ರಾಷ್ಟ್ರೀಯ ಹಾಲು ದಿನಾಚರಣೆಯನ್ನು ಆಚರಿಸಲಾಗುತ್ತಿದೆ. ರೈತರು ಹಾಗೂ ಹಾಲು ಉತ್ಪಾದಕರ ಸಹಕಾರ ಸಂಘಗಳ ಸದಸ್ಯರು ಭಾಗವಹಿಸಿದ್ದರು. ಕಾರ್ಯಕ್ರಮದಲ್ಲಿ ಒಕ್ಕೂಟದ ಅಧಿಕಾರಿಗಳು ಹಾಗೂ ಸಿಬ್ಬಂದಿ ವರ್ಗದವರು ಉಪಸ್ಥಿತರಿದ್ದರು. xyxy=(705,577,915,643)
bjp-title-line1: ಎಂ.ಎಸ್.ಸೋಮಲಿಂಗಪ್ಪ ನೇತೃತ್ವದಲ್ಲಿ xyxy=(70,423,204,436)
